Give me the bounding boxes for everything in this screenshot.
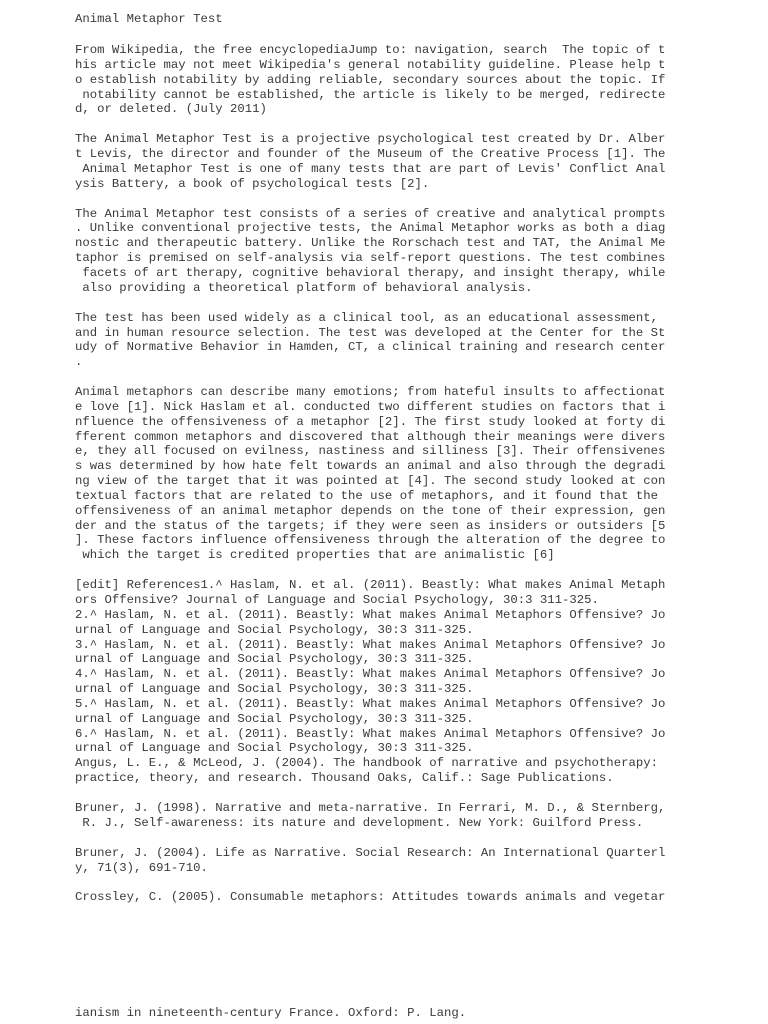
text-line: which the target is credited properties that are animalistic [6]	[75, 548, 555, 563]
paragraph	[75, 578, 695, 786]
paragraph	[75, 311, 695, 370]
document-title: Animal Metaphor Test	[75, 12, 223, 26]
text-line: Animal Metaphor Test is one of many tests that are part of Levis' Conflict Anal	[75, 161, 666, 176]
text-line: textual factors that are related to the use of metaphors, and it found that the	[75, 488, 658, 503]
text-line: d, or deleted. (July 2011)	[75, 102, 267, 117]
text-line: nostic and therapeutic battery. Unlike the Rorschach test and TAT, the Animal Me	[75, 236, 666, 251]
text-line: R. J., Self-awareness: its nature and development. New York: Guilford Press.	[75, 815, 644, 830]
text-line: practice, theory, and research. Thousand Oaks, Calif.: Sage Publications.	[75, 771, 614, 786]
text-line: also providing a theoretical platform of behavioral analysis.	[75, 280, 533, 295]
text-line: e love [1]. Nick Haslam et al. conducted two different studies on factors that i	[75, 399, 666, 414]
text-line: y, 71(3), 691-710.	[75, 860, 208, 875]
text-line: urnal of Language and Social Psychology, 30:3 311-325.	[75, 652, 474, 667]
paragraph	[75, 132, 695, 191]
text-line: fferent common metaphors and discovered that although their meanings were divers	[75, 429, 666, 444]
text-line: 6.^ Haslam, N. et al. (2011). Beastly: What makes Animal Metaphors Offensive? Jo	[75, 726, 666, 741]
text-line: urnal of Language and Social Psychology, 30:3 311-325.	[75, 682, 474, 697]
text-line: ors Offensive? Journal of Language and Social Psychology, 30:3 311-325.	[75, 593, 599, 607]
paragraph	[75, 207, 695, 296]
text-line: urnal of Language and Social Psychology, 30:3 311-325.	[75, 741, 474, 756]
text-line: der and the status of the targets; if they were seen as insiders or outsiders [5	[75, 518, 666, 533]
text-line: and in human resource selection. The test was developed at the Center for the St	[75, 325, 666, 340]
text-line: 5.^ Haslam, N. et al. (2011). Beastly: What makes Animal Metaphors Offensive? Jo	[75, 696, 666, 711]
text-line: .	[75, 355, 83, 370]
paragraph	[75, 385, 695, 563]
paragraph	[75, 43, 695, 117]
paragraph	[75, 801, 695, 831]
text-line: offensiveness of an animal metaphor depends on the tone of their expression, gen	[75, 503, 666, 518]
text-line: notability cannot be established, the article is likely to be merged, redirecte	[75, 87, 666, 102]
text-line: facets of art therapy, cognitive behavioral therapy, and insight therapy, while	[75, 265, 666, 280]
text-line: 2.^ Haslam, N. et al. (2011). Beastly: What makes Animal Metaphors Offensive? Jo	[75, 607, 666, 622]
paragraph	[75, 890, 695, 905]
text-line: Bruner, J. (1998). Narrative and meta-narrative. In Ferrari, M. D., & Sternberg,	[75, 800, 666, 815]
text-line: ysis Battery, a book of psychological tests [2].	[75, 176, 430, 191]
text-line: 3.^ Haslam, N. et al. (2011). Beastly: What makes Animal Metaphors Offensive? Jo	[75, 637, 666, 652]
text-line: Animal metaphors can describe many emotions; from hateful insults to affectionat	[75, 385, 666, 400]
text-line: t Levis, the director and founder of the Museum of the Creative Process [1]. The	[75, 147, 666, 162]
text-line: o establish notability by adding reliable, secondary sources about the topic. If	[75, 72, 666, 87]
text-line: taphor is premised on self-analysis via self-report questions. The test combines	[75, 251, 666, 266]
text-line: nfluence the offensiveness of a metaphor [2]. The first study looked at forty di	[75, 414, 666, 429]
text-line: The Animal Metaphor test consists of a series of creative and analytical prompts	[75, 206, 666, 221]
text-line: ]. These factors influence offensiveness through the alteration of the degree to	[75, 533, 666, 548]
paragraph	[75, 846, 695, 876]
text-line: The test has been used widely as a clinical tool, as an educational assessment,	[75, 310, 658, 325]
text-line: Crossley, C. (2005). Consumable metaphors: Attitudes towards animals and vegetar	[75, 890, 666, 905]
text-line: From Wikipedia, the free encyclopediaJump to: navigation, search The topic of t	[75, 43, 666, 57]
text-line: e, they all focused on evilness, nastiness and silliness [3]. Their offensivenes	[75, 444, 666, 459]
text-line: Angus, L. E., & McLeod, J. (2004). The handbook of narrative and psychotherapy:	[75, 756, 658, 771]
text-line: 4.^ Haslam, N. et al. (2011). Beastly: What makes Animal Metaphors Offensive? Jo	[75, 667, 666, 682]
text-line: his article may not meet Wikipedia's general notability guideline. Please help t	[75, 57, 666, 72]
text-line: urnal of Language and Social Psychology, 30:3 311-325.	[75, 711, 474, 726]
text-line: . Unlike conventional projective tests, the Animal Metaphor works as both a diag	[75, 221, 666, 236]
text-line: Bruner, J. (2004). Life as Narrative. Social Research: An International Quarterl	[75, 845, 666, 860]
text-line: udy of Normative Behavior in Hamden, CT, a clinical training and research center	[75, 340, 666, 355]
continuation-line: ianism in nineteenth-century France. Oxford: P. Lang.	[75, 1006, 467, 1020]
text-line: urnal of Language and Social Psychology, 30:3 311-325.	[75, 622, 474, 637]
document-body	[75, 43, 695, 920]
text-line: s was determined by how hate felt towards an animal and also through the degradi	[75, 459, 666, 474]
text-line: ng view of the target that it was pointed at [4]. The second study looked at con	[75, 474, 666, 489]
text-line: [edit] References1.^ Haslam, N. et al. (2011). Beastly: What makes Animal Metaph	[75, 578, 666, 593]
text-line: The Animal Metaphor Test is a projective psychological test created by Dr. Alber	[75, 132, 666, 147]
